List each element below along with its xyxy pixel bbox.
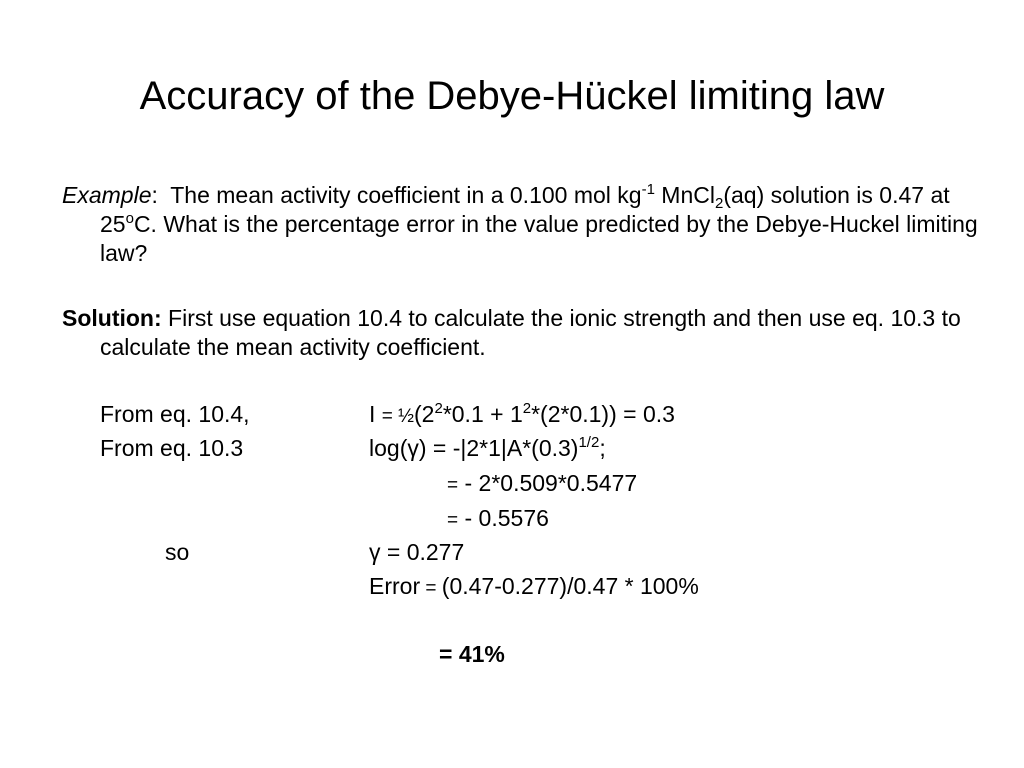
row4-equation (447, 504, 549, 535)
row6-b: = (420, 578, 442, 599)
row6-equation (369, 572, 699, 603)
example-sup-2: o (125, 210, 134, 227)
row2-equation (369, 434, 606, 463)
example-text-2: MnCl (654, 182, 715, 208)
example-colon: : (151, 182, 158, 208)
row1-e: *(2*0.1)) = 0.3 (531, 401, 675, 427)
row3-b: - 2*0.509*0.5477 (458, 470, 638, 496)
row4-b: - 0.5576 (458, 505, 549, 531)
row3-a: = (447, 475, 459, 496)
solution-paragraph (62, 304, 1000, 362)
row6-c: (0.47-0.277)/0.47 * 100% (441, 573, 699, 599)
example-text-3: (aq) solution is 0.47 at 25 (100, 182, 950, 237)
row5-equation: γ = 0.277 (369, 539, 465, 565)
solution-text: First use equation 10.4 to calculate the ionic strength and then use eq. 10.3 to calculate the mean activity coefficient. (100, 305, 961, 360)
example-paragraph (62, 181, 1000, 268)
example-sup-1: -1 (641, 181, 655, 198)
solution-label: Solution: (62, 305, 162, 331)
row1-a: I (369, 401, 376, 427)
row4-a: = (447, 510, 459, 531)
row2-sup: 1/2 (578, 434, 600, 451)
row3-equation (447, 469, 637, 500)
slide-title: Accuracy of the Debye-Hückel limiting law (139, 74, 885, 118)
row5-label: so (165, 539, 190, 565)
example-text-4: C. What is the percentage error in the value predicted by the Debye-Huckel limiting law? (100, 211, 978, 266)
example-text-1: The mean activity coefficient in a 0.100 mol kg (170, 182, 642, 208)
row7-result: = 41% (439, 641, 505, 667)
example-sub-1: 2 (714, 195, 724, 212)
example-label: Example (62, 182, 152, 208)
row1-label: From eq. 10.4, (100, 401, 250, 427)
row1-d: *0.1 + 1 (442, 401, 523, 427)
row1-sup-2: 2 (522, 400, 532, 417)
row1-b: = ½ (381, 406, 415, 427)
row1-c: (2 (414, 401, 435, 427)
row6-a: Error (369, 573, 421, 599)
row1-sup-1: 2 (434, 400, 443, 417)
row2-b: ; (599, 435, 606, 461)
row2-label: From eq. 10.3 (100, 435, 244, 461)
row2-a: log(γ) = -|2*1|A*(0.3) (369, 435, 579, 461)
row1-equation (369, 400, 675, 431)
